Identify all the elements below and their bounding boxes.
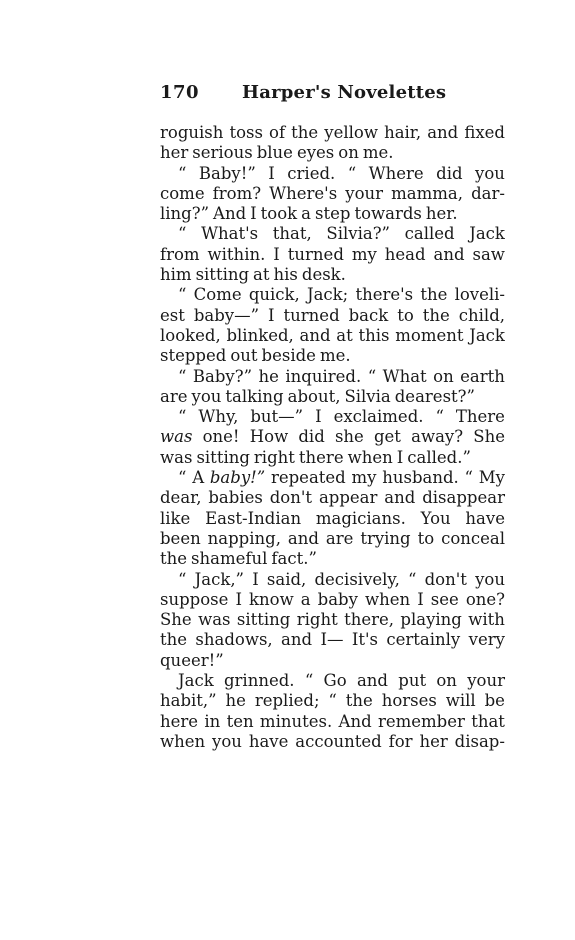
word: don't bbox=[269, 488, 313, 508]
word: shadows, bbox=[195, 630, 273, 650]
text-line bbox=[160, 204, 505, 224]
word: babies bbox=[208, 488, 263, 508]
text-line bbox=[160, 407, 505, 427]
word: I bbox=[417, 589, 424, 609]
word: was bbox=[160, 447, 193, 467]
word: dearest?” bbox=[394, 386, 475, 406]
word: his bbox=[273, 265, 298, 285]
word: and bbox=[384, 488, 416, 508]
body-text bbox=[160, 123, 505, 752]
word: did bbox=[436, 163, 463, 183]
text-line bbox=[160, 590, 505, 610]
word: I— bbox=[320, 630, 344, 650]
word: replied; bbox=[254, 691, 320, 711]
text-line bbox=[160, 143, 505, 163]
word: Baby?” bbox=[192, 366, 253, 386]
word: minutes. bbox=[259, 711, 333, 731]
word: She bbox=[473, 427, 505, 447]
word: he bbox=[258, 366, 279, 386]
word: decisively, bbox=[314, 569, 400, 589]
text-line bbox=[160, 691, 505, 711]
word: remember bbox=[377, 711, 465, 731]
word: fact.” bbox=[271, 549, 317, 569]
word: turned bbox=[287, 244, 344, 264]
word: There bbox=[455, 407, 505, 427]
word: right bbox=[296, 610, 338, 630]
word: will bbox=[445, 691, 476, 711]
word: get bbox=[373, 427, 401, 447]
word: that, bbox=[272, 224, 312, 244]
word: at bbox=[336, 325, 353, 345]
word: Jack bbox=[469, 325, 505, 345]
word: saw bbox=[472, 244, 505, 264]
word: her. bbox=[425, 204, 458, 224]
word: How bbox=[249, 427, 289, 447]
word: exclaimed. bbox=[333, 407, 424, 427]
word: on bbox=[436, 671, 457, 691]
word: back bbox=[348, 305, 389, 325]
word: the bbox=[422, 305, 450, 325]
word: I bbox=[235, 589, 242, 609]
word: Jack; bbox=[306, 285, 349, 305]
text-line bbox=[160, 164, 505, 184]
word: her bbox=[160, 143, 189, 163]
word: “ bbox=[408, 569, 417, 589]
word: to bbox=[417, 528, 435, 548]
word: “ bbox=[464, 468, 473, 488]
word: desk. bbox=[301, 265, 346, 285]
word: sitting bbox=[196, 447, 250, 467]
word: queer!” bbox=[160, 650, 224, 670]
word: and bbox=[356, 671, 388, 691]
word: you bbox=[475, 163, 505, 183]
word: know bbox=[249, 589, 294, 609]
word: step bbox=[315, 204, 351, 224]
word: your bbox=[345, 183, 384, 203]
word: me. bbox=[362, 143, 394, 163]
word: appear bbox=[318, 488, 378, 508]
word: the bbox=[345, 691, 373, 711]
word: did bbox=[298, 427, 325, 447]
word: a bbox=[300, 589, 311, 609]
word: And bbox=[213, 204, 247, 224]
text-line bbox=[160, 570, 505, 590]
word: “ bbox=[435, 407, 444, 427]
word: I bbox=[268, 305, 275, 325]
text-line bbox=[160, 387, 505, 407]
word: My bbox=[478, 468, 505, 488]
word: looked, bbox=[160, 325, 221, 345]
word: the bbox=[420, 285, 448, 305]
word: baby!” bbox=[209, 468, 266, 488]
word: Go bbox=[323, 671, 347, 691]
word: Silvia?” bbox=[326, 224, 390, 244]
text-line bbox=[160, 224, 505, 244]
word: your bbox=[467, 671, 505, 691]
word: and bbox=[433, 244, 465, 264]
word: napping, bbox=[207, 528, 281, 548]
text-line bbox=[160, 123, 505, 143]
word: and bbox=[299, 325, 331, 345]
word: loveli- bbox=[454, 285, 505, 305]
word: cried. bbox=[287, 163, 336, 183]
word: head bbox=[384, 244, 426, 264]
word: repeated bbox=[270, 468, 346, 488]
word: playing bbox=[400, 610, 462, 630]
word: serious bbox=[192, 143, 253, 163]
word: “ bbox=[178, 468, 187, 488]
word: husband. bbox=[382, 468, 459, 488]
word: “ bbox=[178, 407, 187, 427]
word: sitting bbox=[236, 610, 291, 630]
word: She bbox=[160, 610, 192, 630]
word: one! bbox=[202, 427, 240, 447]
word: “ bbox=[178, 224, 187, 244]
word: I bbox=[250, 204, 257, 224]
text-line bbox=[160, 346, 505, 366]
word: sitting bbox=[195, 265, 250, 285]
word: grinned. bbox=[223, 671, 295, 691]
word: talking bbox=[225, 386, 284, 406]
text-line bbox=[160, 468, 505, 488]
word: “ bbox=[304, 671, 314, 691]
word: there bbox=[298, 447, 344, 467]
word: me. bbox=[319, 346, 351, 366]
word: It's bbox=[351, 630, 379, 650]
word: my bbox=[351, 244, 377, 264]
word: est bbox=[160, 305, 185, 325]
text-line bbox=[160, 712, 505, 732]
word: Jack bbox=[178, 671, 214, 691]
word: when bbox=[364, 589, 411, 609]
word: magicians. bbox=[315, 508, 406, 528]
word: one? bbox=[465, 589, 505, 609]
word: away? bbox=[411, 427, 464, 447]
word: out bbox=[230, 346, 258, 366]
word: yellow bbox=[324, 123, 378, 142]
word: have bbox=[248, 731, 289, 751]
word: habit,” bbox=[160, 691, 217, 711]
word: turned bbox=[283, 305, 340, 325]
word: inquired. bbox=[285, 366, 362, 386]
text-line bbox=[160, 651, 505, 671]
word: eyes bbox=[296, 143, 335, 163]
word: baby bbox=[317, 589, 358, 609]
word: from bbox=[160, 244, 200, 264]
word: within. bbox=[207, 244, 266, 264]
word: I bbox=[273, 244, 280, 264]
word: What bbox=[382, 366, 427, 386]
word: dear, bbox=[160, 488, 202, 508]
text-line bbox=[160, 245, 505, 265]
word: you bbox=[475, 569, 505, 589]
word: East-Indian bbox=[205, 508, 302, 528]
word: earth bbox=[460, 366, 505, 386]
text-line bbox=[160, 488, 505, 508]
text-line bbox=[160, 326, 505, 346]
text-line bbox=[160, 671, 505, 691]
page-header bbox=[160, 82, 505, 106]
word: blue bbox=[256, 143, 293, 163]
word: trying bbox=[360, 528, 411, 548]
word: towards bbox=[354, 204, 422, 224]
word: disappear bbox=[422, 488, 505, 508]
word: and bbox=[287, 528, 319, 548]
word: at bbox=[253, 265, 270, 285]
word: you bbox=[191, 386, 222, 406]
word: have bbox=[465, 508, 505, 528]
word: like bbox=[160, 508, 191, 528]
word: was bbox=[160, 427, 193, 447]
text-line bbox=[160, 265, 505, 285]
word: the bbox=[160, 630, 188, 650]
word: I bbox=[315, 407, 322, 427]
text-line bbox=[160, 184, 505, 204]
word: What's bbox=[201, 224, 259, 244]
word: A bbox=[192, 468, 205, 488]
word: been bbox=[160, 528, 201, 548]
word: You bbox=[420, 508, 451, 528]
word: she bbox=[334, 427, 364, 447]
word: said, bbox=[266, 569, 307, 589]
word: a bbox=[301, 204, 312, 224]
word: “ bbox=[178, 163, 187, 183]
word: horses bbox=[381, 691, 437, 711]
word: on bbox=[433, 366, 454, 386]
word: to bbox=[397, 305, 414, 325]
text-line bbox=[160, 610, 505, 630]
word: you bbox=[212, 731, 242, 751]
word: And bbox=[338, 711, 372, 731]
text-line bbox=[160, 306, 505, 326]
word: dar- bbox=[471, 183, 505, 203]
word: Come bbox=[193, 285, 242, 305]
text-line bbox=[160, 427, 505, 447]
word: fixed bbox=[464, 123, 505, 142]
word: him bbox=[160, 265, 192, 285]
word: suppose bbox=[160, 589, 229, 609]
word: roguish bbox=[160, 123, 224, 142]
word: ten bbox=[226, 711, 254, 731]
text-line bbox=[160, 549, 505, 569]
word: Why, bbox=[198, 407, 239, 427]
word: when bbox=[160, 731, 206, 751]
word: Jack bbox=[469, 224, 505, 244]
word: and bbox=[281, 630, 313, 650]
word: the bbox=[160, 549, 188, 569]
word: “ bbox=[178, 366, 187, 386]
text-line bbox=[160, 732, 505, 752]
word: “ bbox=[328, 691, 337, 711]
word: ling?” bbox=[160, 204, 210, 224]
word: about, bbox=[287, 386, 341, 406]
word: her bbox=[419, 731, 448, 751]
page-number: 170 bbox=[160, 82, 200, 103]
word: with bbox=[468, 610, 505, 630]
word: shameful bbox=[191, 549, 268, 569]
word: hair, bbox=[384, 123, 422, 142]
word: baby—” bbox=[193, 305, 260, 325]
word: I bbox=[396, 447, 404, 467]
running-title: Harper's Novelettes bbox=[242, 82, 447, 103]
word: called bbox=[404, 224, 455, 244]
word: from? bbox=[212, 183, 262, 203]
word: “ bbox=[178, 285, 187, 305]
word: “ bbox=[367, 366, 377, 386]
word: accounted bbox=[295, 731, 382, 751]
word: he bbox=[225, 691, 246, 711]
word: this bbox=[358, 325, 390, 345]
word: come bbox=[160, 183, 205, 203]
word: of bbox=[269, 123, 286, 142]
word: see bbox=[430, 589, 459, 609]
word: put bbox=[398, 671, 427, 691]
text-line bbox=[160, 367, 505, 387]
word: took bbox=[260, 204, 298, 224]
word: in bbox=[204, 711, 221, 731]
word: and bbox=[427, 123, 459, 142]
word: I bbox=[252, 569, 259, 589]
word: for bbox=[388, 731, 413, 751]
text-line bbox=[160, 509, 505, 529]
word: certainly bbox=[386, 630, 461, 650]
word: but—” bbox=[250, 407, 304, 427]
word: don't bbox=[424, 569, 467, 589]
word: very bbox=[468, 630, 505, 650]
word: stepped bbox=[160, 346, 227, 366]
text-line bbox=[160, 285, 505, 305]
word: toss bbox=[229, 123, 263, 142]
word: was bbox=[198, 610, 231, 630]
word: are bbox=[160, 386, 188, 406]
word: the bbox=[291, 123, 319, 142]
word: quick, bbox=[248, 285, 300, 305]
text-line bbox=[160, 529, 505, 549]
word: my bbox=[351, 468, 377, 488]
word: child, bbox=[458, 305, 505, 325]
word: right bbox=[253, 447, 295, 467]
word: conceal bbox=[441, 528, 505, 548]
word: blinked, bbox=[226, 325, 294, 345]
word: Where bbox=[368, 163, 424, 183]
word: when bbox=[347, 447, 393, 467]
word: be bbox=[484, 691, 505, 711]
word: there's bbox=[355, 285, 414, 305]
word: here bbox=[160, 711, 199, 731]
word: are bbox=[325, 528, 354, 548]
word: Silvia bbox=[344, 386, 391, 406]
word: Where's bbox=[269, 183, 338, 203]
text-line bbox=[160, 448, 505, 468]
word: on bbox=[338, 143, 359, 163]
word: that bbox=[471, 711, 505, 731]
word: called.” bbox=[407, 447, 471, 467]
word: Baby!” bbox=[198, 163, 256, 183]
word: Jack,” bbox=[194, 569, 244, 589]
text-line bbox=[160, 630, 505, 650]
word: “ bbox=[178, 569, 187, 589]
word: disap- bbox=[454, 731, 505, 751]
word: “ bbox=[347, 163, 357, 183]
word: moment bbox=[395, 325, 464, 345]
word: mamma, bbox=[391, 183, 463, 203]
word: there, bbox=[344, 610, 395, 630]
word: beside bbox=[261, 346, 316, 366]
word: I bbox=[268, 163, 275, 183]
